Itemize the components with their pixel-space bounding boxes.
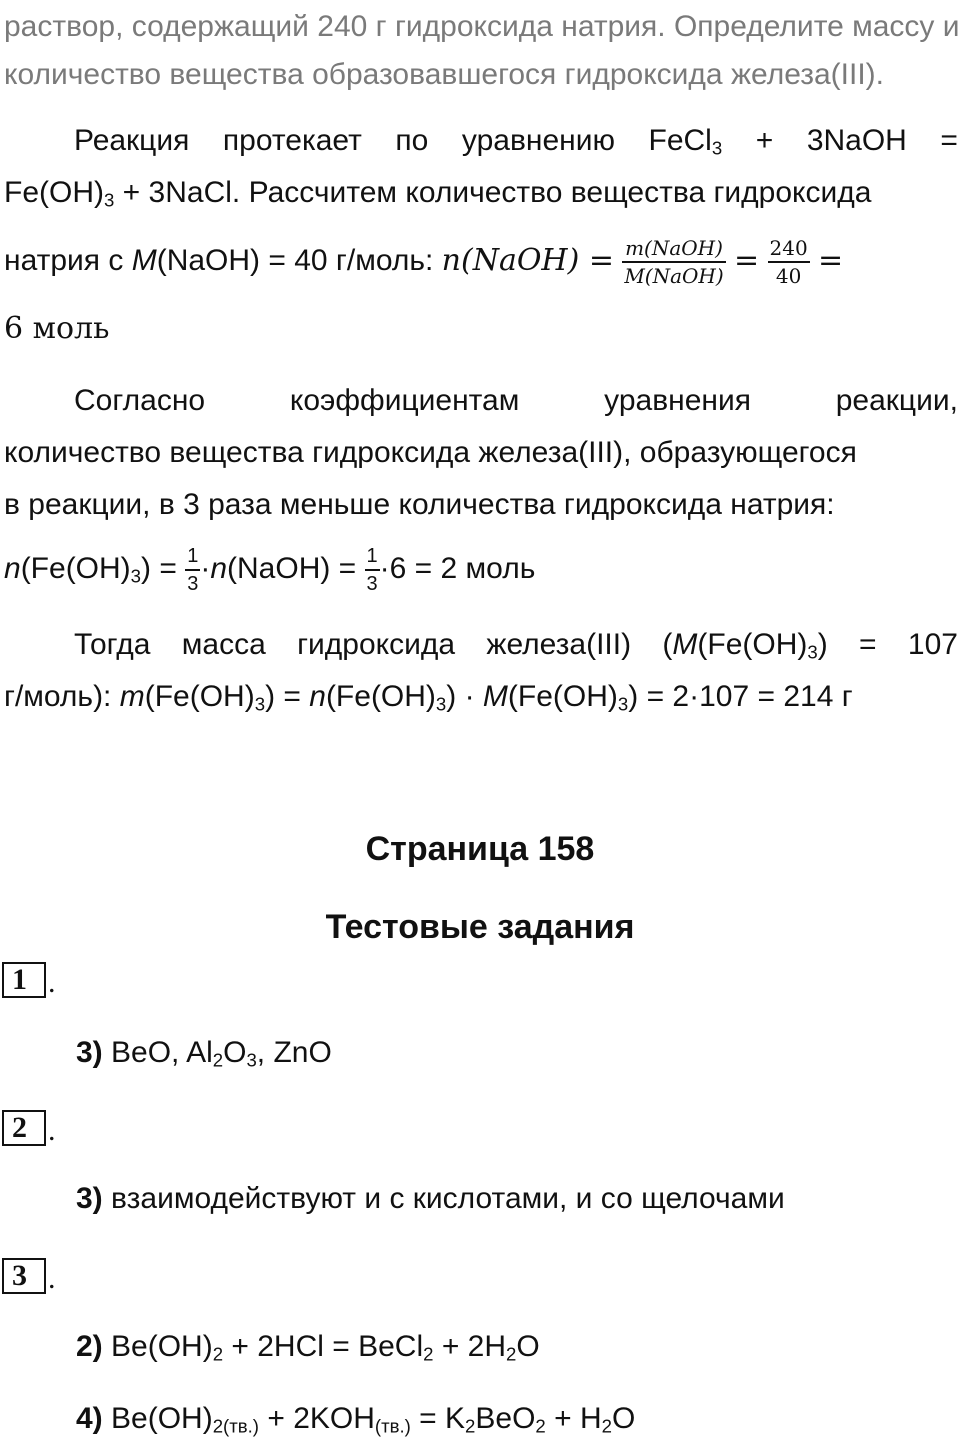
intro-line-1: раствор, содержащий 240 г гидроксида натрия. Определите массу и (4, 10, 960, 43)
para1-line-4: 6 моль (4, 311, 110, 346)
page-heading: Страница 158 (365, 830, 595, 868)
answer-q3-option4: 4) $Be(OH)_{2(тв.)} + 2KOH_{(тв.)} = K_2BeO_2 + H_2O$ (76, 1402, 636, 1437)
answer-q1: 3) BeO, $Al_2O_3$, ZnO (76, 1036, 332, 1071)
para1-line-3: натрия с M(NaOH) = 40 г/моль: n(NaOH) = $\frac{\text{m(NaOH)}}{\text{M(NaOH)}}$ = $\frac{240}{40}$ = (4, 236, 844, 288)
fraction-one-third: $\frac{1}{3}$ (187, 545, 199, 595)
para2-line-1: Согласно коэффициентам уравнения реакции, (74, 384, 958, 417)
question-number-box-3: 3 (2, 1258, 46, 1294)
question-number-dot: . (48, 966, 56, 999)
formula-n-naoh: n(NaOH) = (441, 242, 614, 278)
intro-line-2: количество вещества образовавшегося гидроксида железа(III). (4, 58, 884, 91)
para3-line-1: Тогда масса гидроксида железа(III) ($M(Fe(OH)_3)$ = 107 (74, 628, 958, 663)
answer-q2: 3) взаимодействуют и с кислотами, и со щелочами (76, 1182, 785, 1215)
section-heading: Тестовые задания (325, 908, 635, 946)
fraction-one-third-2: $\frac{1}{3}$ (366, 545, 378, 595)
question-number-box-1: 1 (2, 962, 46, 998)
fraction-m-over-M: $\frac{\text{m(NaOH)}}{\text{M(NaOH)}}$ (624, 236, 724, 288)
question-number-box-2: 2 (2, 1110, 46, 1146)
question-number-dot: . (48, 1114, 56, 1147)
answer-q3-option2: 2) $Be(OH)_2 + 2HCl$ = BeCl$_2$ + $2H_2O$ (76, 1330, 540, 1365)
para2-line-3: в реакции, в 3 раза меньше количества гидроксида натрия: (4, 488, 835, 521)
fraction-240-over-40: $\frac{240}{40}$ (769, 236, 808, 288)
para1-line-2: $Fe(OH)_3$ + 3NaCl. Рассчитем количество вещества гидроксида (4, 176, 872, 211)
question-number-dot: . (48, 1262, 56, 1295)
para1-line-1: Реакция протекает по уравнению FeCl$_3$ + 3NaOH = (74, 124, 958, 159)
para3-line-2: г/моль): $m(Fe(OH)_3) = n(Fe(OH)_3) \cdot M(Fe(OH)_3) = 2\cdot 107 = 214$ г (4, 680, 853, 715)
para2-line-2: количество вещества гидроксида железа(III), образующегося (4, 436, 857, 469)
para2-line-4: $n(Fe(OH)_3)$ = $\frac{1}{3}$ ·n(NaOH) = $\frac{1}{3}$ ·6 = 2 моль (4, 545, 536, 595)
